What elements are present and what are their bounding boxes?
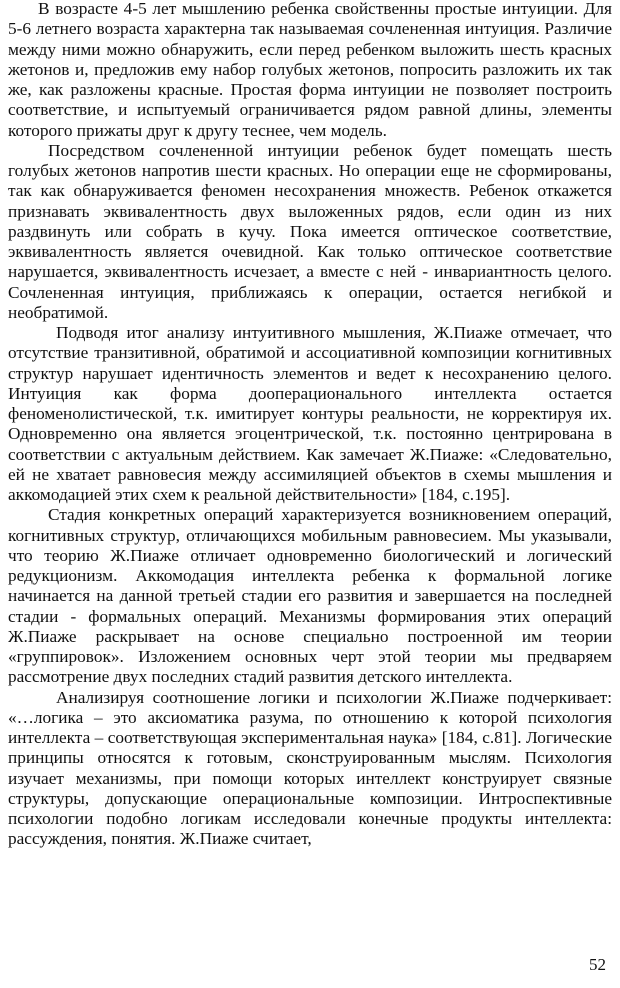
- page-number: 52: [589, 955, 606, 974]
- paragraph-intuitive-thinking-summary: Подводя итог анализу интуитивного мышления, Ж.Пиаже отмечает, что отсутствие транзитивной, обратимой и ассоциативной композиции когнитивных структур нарушает идентичность элементов и ведет к несохранению целого. Интуиция как форма дооперационального интеллекта остается феноменолистической, т.к. имитирует контуры реальности, не корректируя их. Одновременно она является эгоцентрической, т.к. постоянно центрирована в соответствии с актуальным действием. Как замечает Ж.Пиаже: «Следовательно, ей не хватает равновесия между ассимиляцией объектов в схемы мышления и аккомодацией этих схем к реальной действительности» [184, с.195].: [8, 323, 612, 504]
- paragraph-logic-psychology: Анализируя соотношение логики и психологии Ж.Пиаже подчеркивает: «…логика – это аксиоматика разума, по отношению к которой психология интеллекта – соответствующая экспериментальная наука» [184, с.81]. Логические принципы относятся к готовым, сконструированным мыслям. Психология изучает механизмы, при помощи которых интеллект конструирует связные структуры, допускающие операциональные композиции. Интроспективные психологии подобно логикам исследовали конечные продукты интеллекта: рассуждения, понятия. Ж.Пиаже считает,: [8, 687, 612, 849]
- text-column: [8, 0, 612, 850]
- paragraph-concrete-operations: Стадия конкретных операций характеризуется возникновением операций, когнитивных структур, отличающихся мобильным равновесием. Мы указывали, что теорию Ж.Пиаже отличает одновременно биологический и логический редукционизм. Аккомодация интеллекта ребенка к формальной логике начинается на данной третьей стадии его развития и завершается на последней стадии - формальных операций. Механизмы формирования этих операций Ж.Пиаже раскрывает на основе специально построенной им теории «группировок». Изложением основных черт этой теории мы предваряем рассмотрение двух последних стадий развития детского интеллекта.: [8, 505, 612, 687]
- paragraph-intuition-types: В возрасте 4-5 лет мышлению ребенка свойственны простые интуиции. Для 5-6 летнего возраста характерна так называемая сочлененная интуиция. Различие между ними можно обнаружить, если перед ребенком выложить шесть красных жетонов и, предложив ему набор голубых жетонов, попросить разложить их так же, как разложены красные. Простая форма интуиции не позволяет построить соответствие, и испытуемый ограничивается рядом равной длины, элементы которого прижаты друг к другу теснее, чем модель.: [8, 0, 612, 140]
- paragraph-articulated-intuition: Посредством сочлененной интуиции ребенок будет помещать шесть голубых жетонов напротив шести красных. Но операции еще не сформированы, так как обнаруживается феномен несохранения множеств. Ребенок откажется признавать эквивалентность двух выложенных рядов, если один из них раздвинуть или собрать в кучу. Пока имеется оптическое соответствие, эквивалентность является очевидной. Как только оптическое соответствие нарушается, эквивалентность исчезает, а вместе с ней - инвариантность целого. Сочлененная интуиция, приближаясь к операции, остается негибкой и необратимой.: [8, 140, 612, 322]
